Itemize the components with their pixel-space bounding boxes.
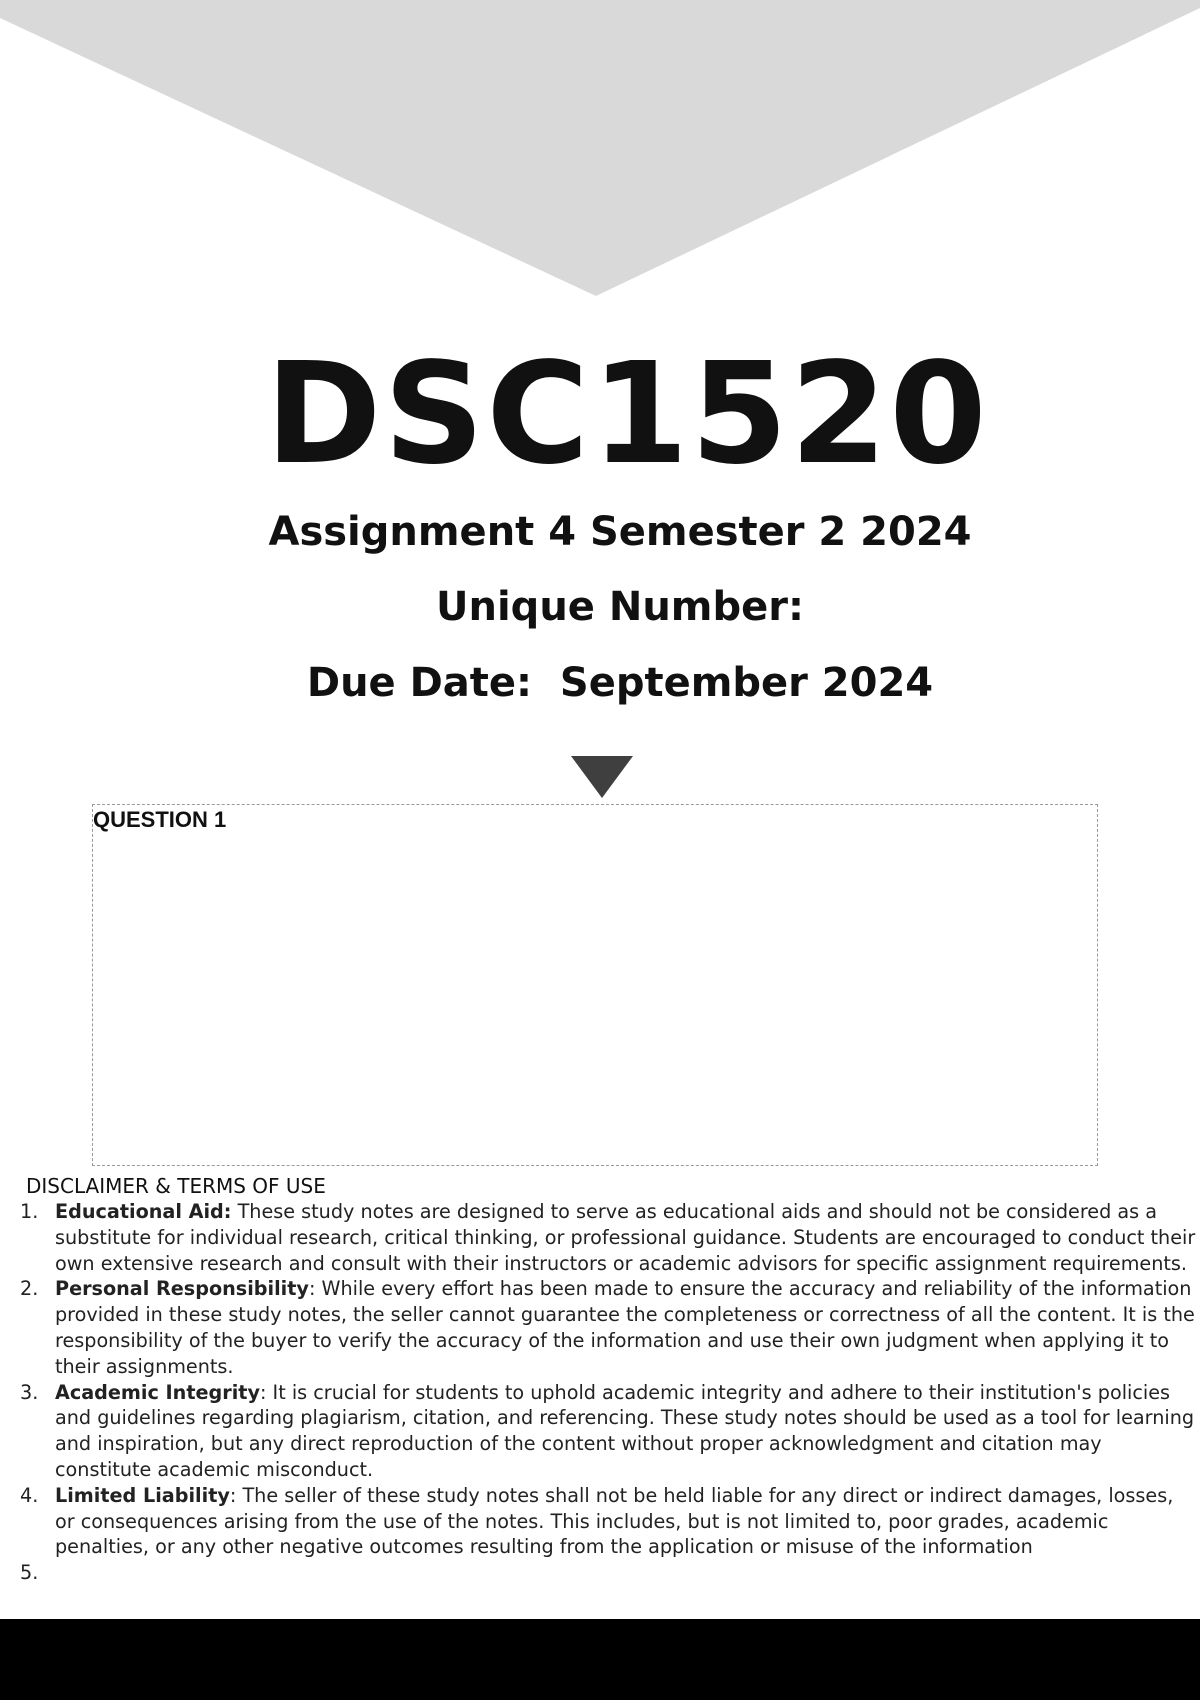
unique-number-label: Unique Number: [436,584,804,630]
list-item [16,1483,1196,1560]
list-item [16,1199,1196,1276]
assignment-line: Assignment 4 Semester 2 2024 [268,509,972,555]
item-number: 2. [20,1277,39,1301]
list-item [16,1560,1196,1586]
due-date-line: Due Date: September 2024 [306,660,934,706]
list-item [16,1276,1196,1379]
item-heading: Academic Integrity [55,1380,260,1404]
down-triangle-icon [571,756,633,798]
disclaimer-title: DISCLAIMER & TERMS OF USE [26,1174,326,1198]
item-number: 3. [20,1380,39,1404]
item-heading: Personal Responsibility [55,1277,309,1301]
item-text: These study notes are designed to serve as educational aids and should not be considered as a substitute for individual research, critical thinking, or professional guidance. Students are encouraged to conduct their own extensive research and consult with their instructors or academic advisors for specific assignment requirements. [55,1200,1196,1275]
question-label: QUESTION 1 [93,807,227,832]
item-text: : While every effort has been made to ensure the accuracy and reliability of the information provided in these study notes, the seller cannot guarantee the completeness or correctness of all the content. It is the responsibility of the buyer to verify the accuracy of the information and use their own judgment when applying it to their assignments. [55,1277,1195,1378]
item-text: : It is crucial for students to uphold academic integrity and adhere to their institution's policies and guidelines regarding plagiarism, citation, and referencing. These study notes should be used as a tool for learning and inspiration, but any direct reproduction of the content without proper acknowledgment and citation may constitute academic misconduct. [55,1380,1195,1481]
item-heading: Limited Liability [55,1483,230,1507]
item-heading: Educational Aid: [55,1200,232,1223]
item-number: 5. [20,1561,39,1585]
disclaimer-list [16,1199,1196,1586]
item-number: 4. [20,1483,39,1507]
banner-chevron-graphic [0,0,1200,300]
list-item [16,1380,1196,1483]
question-box [92,804,1098,1166]
course-code-title: DSC1520 [265,333,989,496]
item-text: : The seller of these study notes shall not be held liable for any direct or indirect damages, losses, or consequences arising from the use of the notes. This includes, but is not limited to, poor grades, academic penalties, or any other negative outcomes resulting from the application or misuse of the information [55,1483,1174,1559]
bottom-black-bar [0,1619,1200,1700]
item-number: 1. [20,1200,39,1223]
